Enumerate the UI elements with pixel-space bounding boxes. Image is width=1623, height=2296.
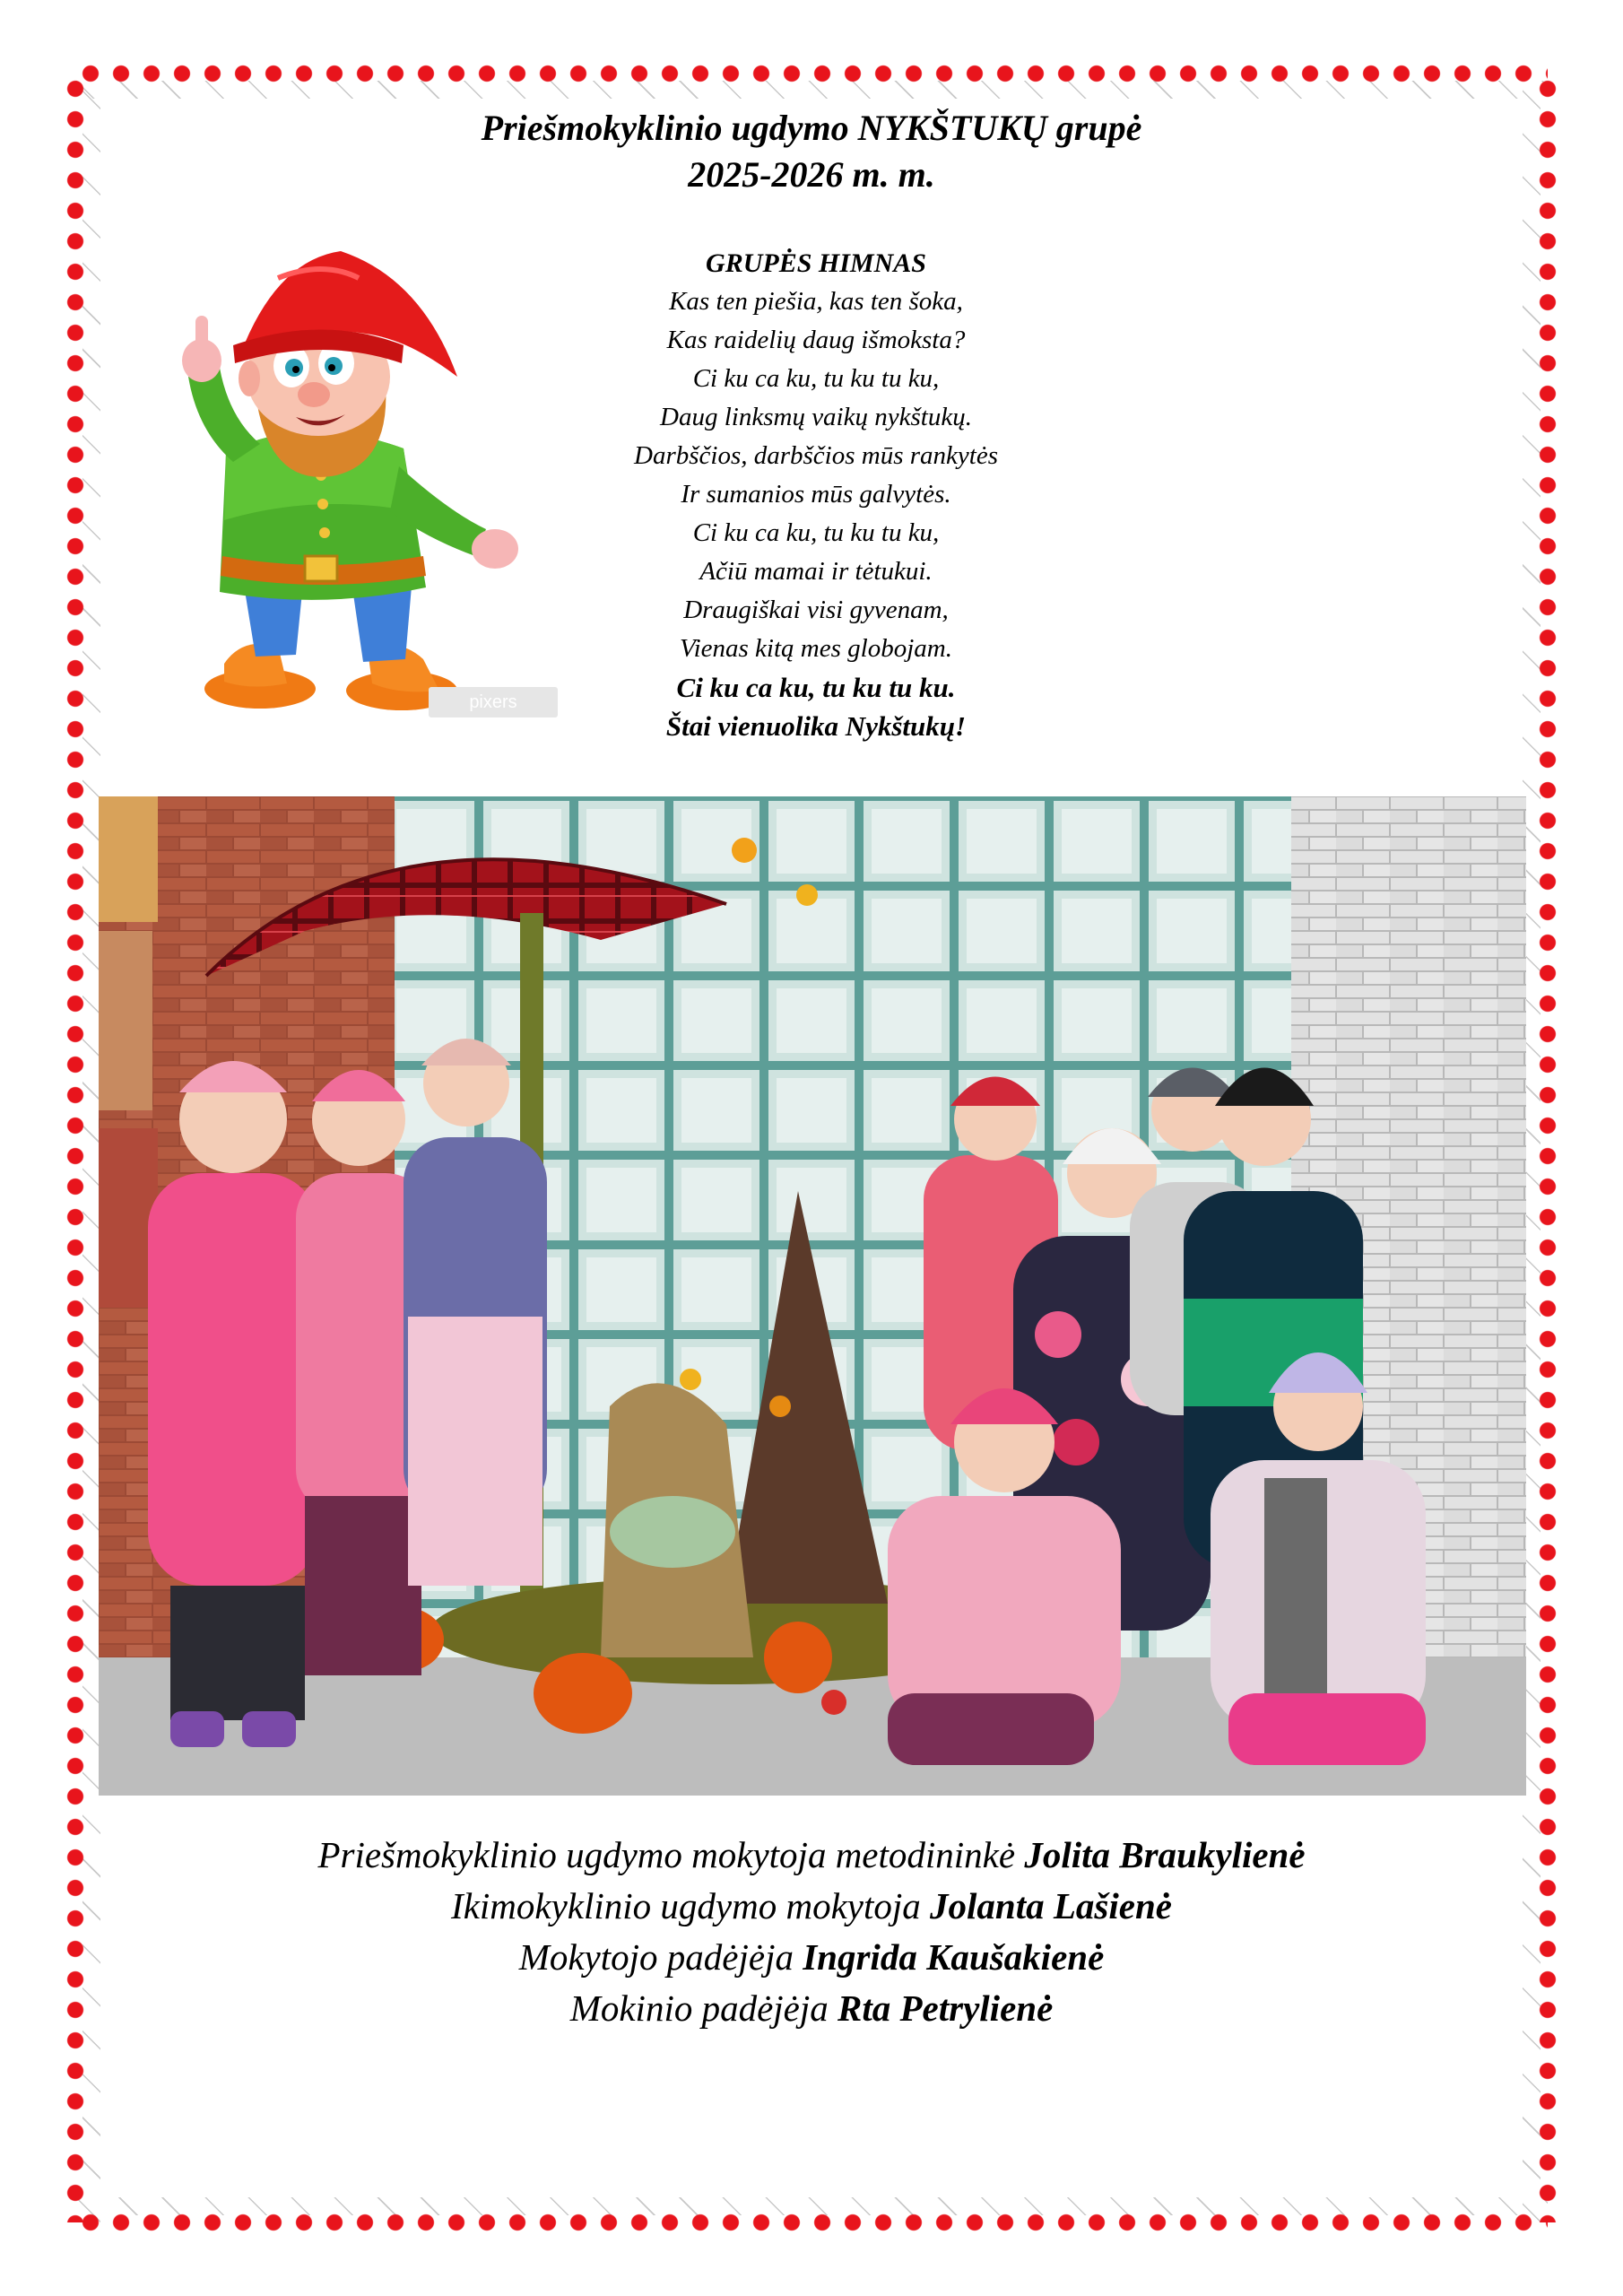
staff-row — [0, 1932, 1623, 1983]
hymn-line: Kas raidelių daug išmoksta? — [666, 326, 966, 354]
group-hymn — [502, 244, 1130, 745]
staff-role: Mokinio padėjėja — [569, 1987, 829, 2029]
group-photo — [99, 796, 1526, 1796]
staff-name: Jolanta Lašienė — [930, 1885, 1172, 1926]
page-title: Priešmokyklinio ugdymo NYKŠTUKŲ grupė — [481, 108, 1142, 148]
hymn-line: Darbščios, darbščios mūs rankytės — [634, 441, 998, 470]
hymn-line: Ci ku ca ku, tu ku tu ku, — [692, 518, 940, 547]
staff-role: Priešmokyklinio ugdymo mokytoja metodininkė — [317, 1834, 1016, 1875]
staff-name: Rta Petrylienė — [838, 1987, 1054, 2029]
staff-row — [0, 1983, 1623, 2034]
hymn-line: Kas ten piešia, kas ten šoka, — [669, 287, 963, 316]
hymn-line-bold: Štai vienuolika Nykštukų! — [665, 710, 967, 742]
hymn-line: Ci ku ca ku, tu ku tu ku, — [692, 364, 940, 393]
staff-name: Jolita Braukylienė — [1024, 1834, 1306, 1875]
hymn-line: Draugiškai visi gyvenam, — [683, 596, 949, 624]
staff-row — [0, 1881, 1623, 1932]
staff-row — [0, 1830, 1623, 1881]
hymn-heading: GRUPĖS HIMNAS — [706, 248, 926, 278]
hymn-line: Ir sumanios mūs galvytės. — [681, 480, 951, 509]
staff-name: Ingrida Kaušakienė — [803, 1936, 1105, 1978]
staff-list — [0, 1830, 1623, 2034]
hymn-line: Daug linksmų vaikų nykštukų. — [660, 403, 972, 431]
watermark: pixers — [429, 687, 558, 718]
hymn-line-bold: Ci ku ca ku, tu ku tu ku. — [676, 672, 956, 703]
hymn-line: Vienas kitą mes globojam. — [680, 634, 952, 663]
hymn-line: Ačiū mamai ir tėtukui. — [699, 557, 933, 586]
staff-role: Mokytojo padėjėja — [518, 1936, 794, 1978]
staff-role: Ikimokyklinio ugdymo mokytoja — [451, 1885, 921, 1926]
school-year: 2025-2026 m. m. — [688, 154, 935, 195]
